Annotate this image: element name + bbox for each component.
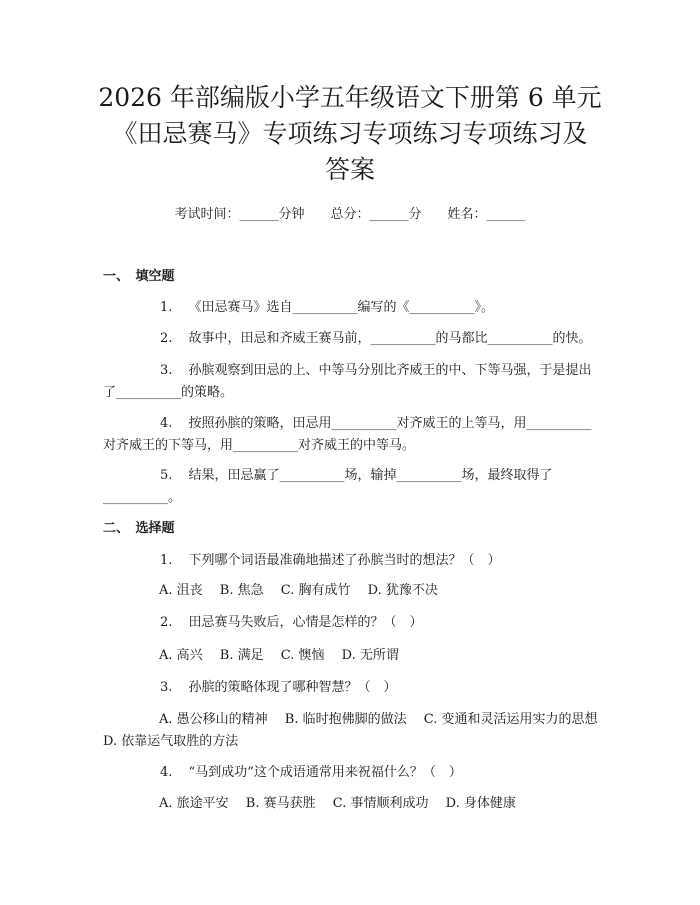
question-text: 《田忌赛马》选自__________编写的《__________》。: [188, 300, 495, 315]
question-item: [103, 677, 601, 699]
question-text: 孙膑的策略体现了哪种智慧？（ ）: [188, 680, 397, 695]
title-line-2: 《田忌赛马》专项练习专项练习专项练习及: [112, 119, 588, 148]
exam-info-line: 考试时间：______分钟 总分：______分 姓名：______: [174, 207, 526, 222]
question-text: “马到成功”这个成语通常用来祝福什么？（ ）: [188, 765, 462, 780]
question-number: 1.: [160, 553, 173, 568]
question-text: 田忌赛马失败后，心情是怎样的？（ ）: [188, 615, 423, 630]
answer-options: A. 沮丧 B. 焦急 C. 胸有成竹 D. 犹豫不决: [159, 583, 438, 598]
question-text: 下列哪个词语最准确地描述了孙膑当时的想法？（ ）: [188, 553, 501, 568]
question-item: [103, 465, 601, 509]
question-item: [103, 612, 601, 634]
question-number: 4.: [160, 765, 173, 780]
title-line-3: 答案: [324, 155, 375, 184]
question-item: [103, 297, 601, 319]
answer-options: A. 旅途平安 B. 赛马获胜 C. 事情顺利成功 D. 身体健康: [159, 796, 516, 811]
question-text: 按照孙膑的策略，田忌用__________对齐威王的上等马，用__________对齐威王的下等马，用__________对齐威王的中等马。: [103, 416, 592, 453]
title-line-1: 2026 年部编版小学五年级语文下册第 6 单元: [98, 83, 602, 112]
question-item: [103, 328, 601, 350]
question-number: 3.: [160, 680, 173, 695]
question-number: 1.: [160, 300, 173, 315]
section-heading-fill-blank: 一、 填空题: [103, 269, 175, 284]
answer-options: A. 愚公移山的精神 B. 临时抱佛脚的做法 C. 变通和灵活运用实力的思想 D. 依靠运气取胜的方法: [103, 712, 615, 749]
section-heading-multiple-choice: 二、 选择题: [103, 521, 175, 536]
answer-options: A. 高兴 B. 满足 C. 懊恼 D. 无所谓: [159, 648, 399, 663]
question-text: 故事中，田忌和齐威王赛马前，__________的马都比__________的快。: [188, 331, 592, 346]
question-number: 2.: [160, 331, 173, 346]
question-item: [103, 360, 601, 404]
question-number: 3.: [160, 363, 173, 378]
question-text: 结果，田忌赢了__________场，输掉__________场，最终取得了__________。: [103, 468, 553, 505]
question-number: 5.: [160, 468, 173, 483]
question-item: [103, 762, 601, 784]
question-item: [103, 550, 601, 572]
question-item: [103, 413, 601, 457]
question-number: 4.: [160, 416, 173, 431]
question-text: 孙膑观察到田忌的上、中等马分别比齐威王的中、下等马强，于是提出了__________的策略。: [103, 363, 592, 400]
document-title: [60, 80, 640, 188]
question-number: 2.: [160, 615, 173, 630]
